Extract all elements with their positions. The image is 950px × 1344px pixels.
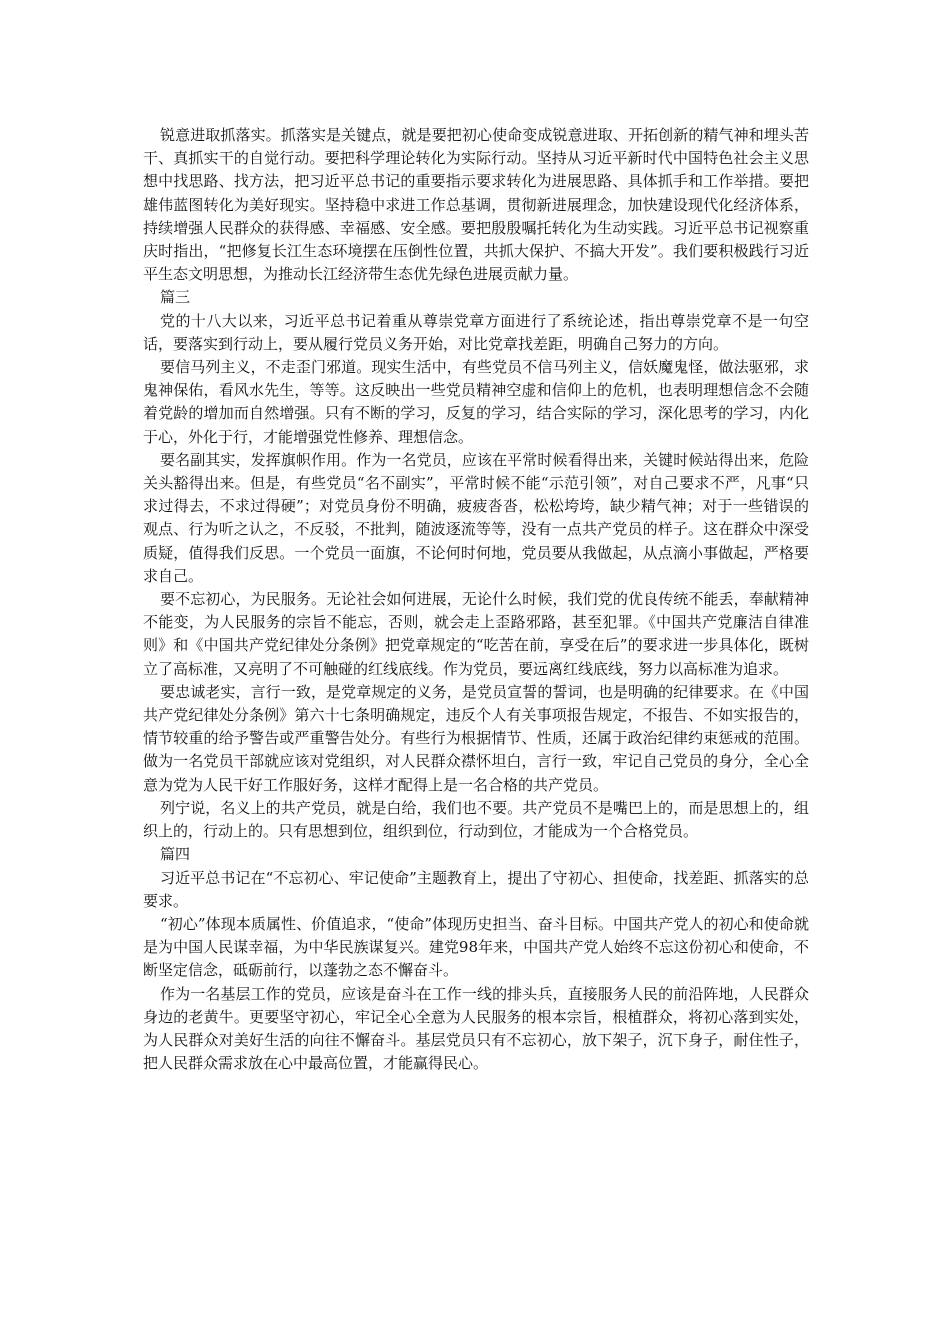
paragraph: “初心”体现本质属性、价值追求，“使命”体现历史担当、奋斗目标。中国共产党人的初心和使命就是为中国人民谋幸福，为中华民族谋复兴。建党98年来，中国共产党人始终不忘这份初心和使命，不断坚定信念，砥砺前行，以蓬勃之态不懈奋斗。 — [143, 914, 809, 980]
document-body — [143, 124, 809, 1075]
paragraph: 锐意进取抓落实。抓落实是关键点，就是要把初心使命变成锐意进取、开拓创新的精气神和埋头苦干、真抓实干的自觉行动。要把科学理论转化为实际行动。坚持从习近平新时代中国特色社会主义思想中找思路、找方法，把习近平总书记的重要指示要求转化为进展思路、具体抓手和工作举措。要把雄伟蓝图转化为美好现实。坚持稳中求进工作总基调，贯彻新进展理念，加快建设现代化经济体系，持续增强人民群众的获得感、幸福感、安全感。要把殷殷嘱托转化为生动实践。习近平总书记视察重庆时指出，“把修复长江生态环境摆在压倒性位置，共抓大保护、不搞大开发”。我们要积极践行习近平生态文明思想，为推动长江经济带生态优先绿色进展贡献力量。 — [143, 126, 809, 284]
section-heading: 篇四 — [160, 845, 191, 864]
paragraph: 列宁说，名义上的共产党员，就是白给，我们也不要。共产党员不是嘴巴上的，而是思想上的，组织上的，行动上的。只有思想到位，组织到位，行动到位，才能成为一个合格党员。 — [143, 798, 809, 841]
paragraph: 要名副其实，发挥旗帜作用。作为一名党员，应该在平常时候看得出来，关键时候站得出来，危险关头豁得出来。但是，有些党员“名不副实”，平常时候不能“示范引领”，对自己要求不严，凡事“只求过得去，不求过得硬”；对党员身份不明确，疲疲沓沓，松松垮垮，缺少精气神；对于一些错误的观点、行为听之认之，不反驳，不批判，随波逐流等等，没有一点共产党员的样子。这在群众中深受质疑，值得我们反思。一个党员一面旗，不论何时何地，党员要从我做起，从点滴小事做起，严格要求自己。 — [143, 450, 809, 585]
section-heading: 篇三 — [160, 288, 191, 307]
paragraph: 要不忘初心，为民服务。无论社会如何进展，无论什么时候，我们党的优良传统不能丢，奉献精神不能变，为人民服务的宗旨不能忘，否则，就会走上歪路邪路，甚至犯罪。《中国共产党廉洁自律准则》和《中国共产党纪律处分条例》把党章规定的“吃苦在前，享受在后”的要求进一步具体化，既树立了高标准，又亮明了不可触碰的红线底线。作为党员，要远离红线底线，努力以高标准为追求。 — [143, 590, 809, 678]
paragraph: 作为一名基层工作的党员，应该是奋斗在工作一线的排头兵，直接服务人民的前沿阵地，人民群众身边的老黄牛。更要坚守初心，牢记全心全意为人民服务的根本宗旨，根植群众，将初心落到实处，为人民群众对美好生活的向往不懈奋斗。基层党员只有不忘初心，放下架子，沉下身子，耐住性子，把人民群众需求放在心中最高位置，才能赢得民心。 — [143, 984, 809, 1073]
paragraph: 要信马列主义，不走歪门邪道。现实生活中，有些党员不信马列主义，信妖魔鬼怪，做法驱邪，求鬼神保佑，看风水先生，等等。这反映出一些党员精神空虚和信仰上的危机，也表明理想信念不会随着党龄的增加而自然增强。只有不断的学习，反复的学习，结合实际的学习，深化思考的学习，内化于心，外化于行，才能增强党性修养、理想信念。 — [143, 358, 809, 446]
paragraph: 要忠诚老实，言行一致，是党章规定的义务，是党员宣誓的誓词，也是明确的纪律要求。在《中国共产党纪律处分条例》第六十七条明确规定，违反个人有关事项报告规定，不报告、不如实报告的，情节较重的给予警告或严重警告处分。有些行为根据情节、性质，还属于政治纪律约束惩戒的范围。做为一名党员干部就应该对党组织，对人民群众襟怀坦白，言行一致，牢记自己党员的身分，全心全意为党为人民干好工作服好务，这样才配得上是一名合格的共产党员。 — [143, 682, 809, 794]
paragraph: 习近平总书记在“不忘初心、牢记使命”主题教育上，提出了守初心、担使命，找差距、抓落实的总要求。 — [143, 868, 809, 910]
paragraph: 党的十八大以来，习近平总书记着重从尊崇党章方面进行了系统论述，指出尊崇党章不是一句空话，要落实到行动上，要从履行党员义务开始，对比党章找差距，明确自己努力的方向。 — [143, 311, 809, 353]
